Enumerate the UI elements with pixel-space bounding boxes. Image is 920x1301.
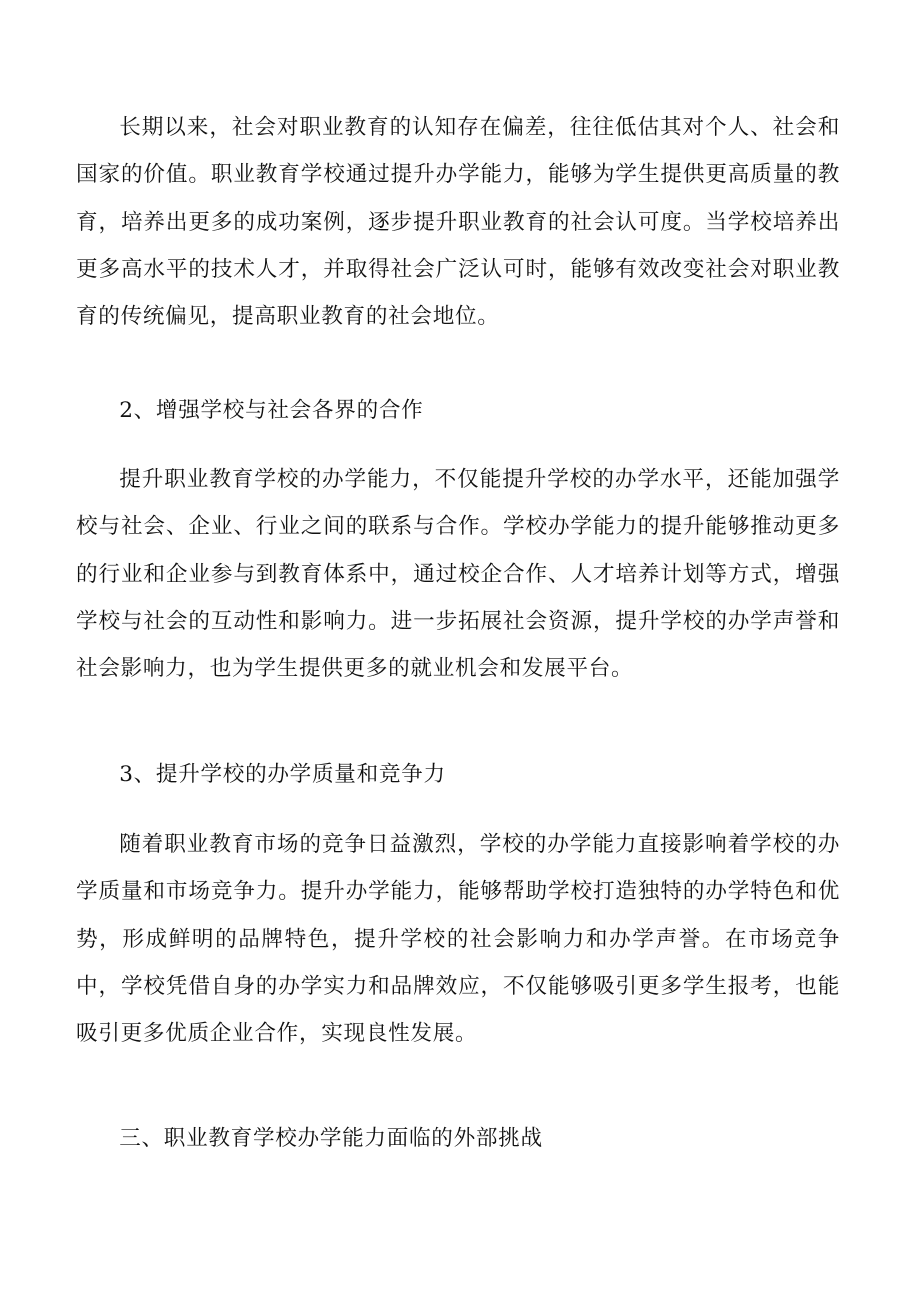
paragraph-social-recognition: 长期以来，社会对职业教育的认知存在偏差，往往低估其对个人、社会和国家的价值。职业教育学校通过提升办学能力，能够为学生提供更高质量的教育，培养出更多的成功案例，逐步提升职业教育的社会认可度。当学校培养出更多高水平的技术人才，并取得社会广泛认可时，能够有效改变社会对职业教育的传统偏见，提高职业教育的社会地位。 [76, 115, 840, 330]
paragraph-competitiveness: 随着职业教育市场的竞争日益激烈，学校的办学能力直接影响着学校的办学质量和市场竞争力。提升办学能力，能够帮助学校打造独特的办学特色和优势，形成鲜明的品牌特色，提升学校的社会影响力和办学声誉。在市场竞争中，学校凭借自身的办学实力和品牌效应，不仅能够吸引更多学生报考，也能吸引更多优质企业合作，实现良性发展。 [76, 832, 840, 1047]
paragraph-cooperation: 提升职业教育学校的办学能力，不仅能提升学校的办学水平，还能加强学校与社会、企业、行业之间的联系与合作。学校办学能力的提升能够推动更多的行业和企业参与到教育体系中，通过校企合作、人才培养计划等方式，增强学校与社会的互动性和影响力。进一步拓展社会资源，提升学校的办学声誉和社会影响力，也为学生提供更多的就业机会和发展平台。 [76, 467, 840, 682]
heading-external-challenges: 三、职业教育学校办学能力面临的外部挑战 [119, 1126, 543, 1151]
heading-school-society-cooperation: 2、增强学校与社会各界的合作 [119, 398, 424, 423]
heading-quality-competitiveness: 3、提升学校的办学质量和竞争力 [119, 762, 446, 787]
